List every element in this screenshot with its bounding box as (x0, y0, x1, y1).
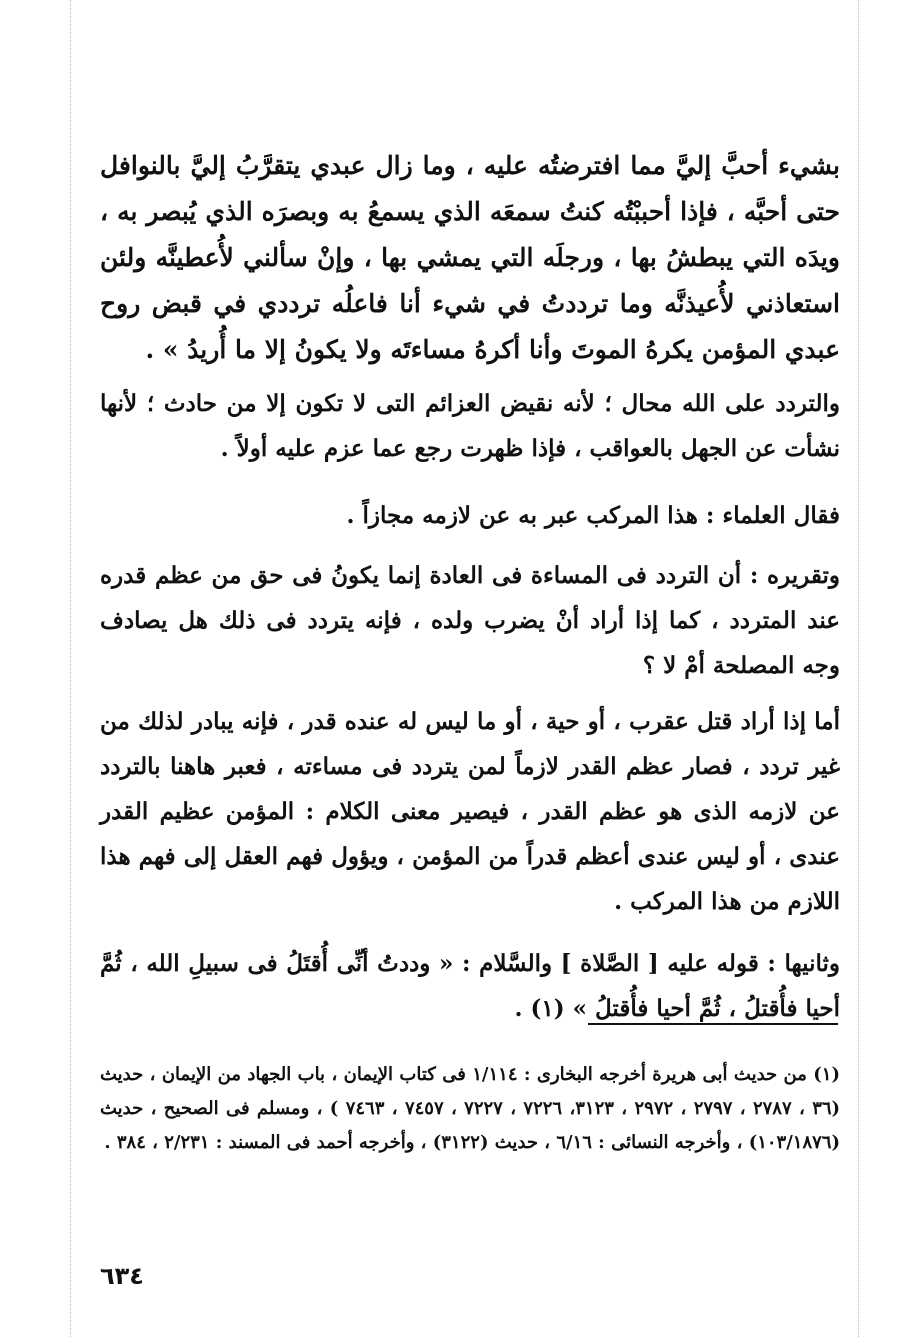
scan-edge-right (858, 0, 859, 1337)
paragraph-example: أما إذا أراد قتل عقرب ، أو حية ، أو ما ليس له عنده قدر ، فإنه يبادر لذلك من غير تردد ، فصار عظم القدر لازماً لمن يتردد فى مساءته ، فعبر هاهنا بالتردد عن لازمه الذى هو عظم القدر ، فيصير معنى الكلام : المؤمن عظيم القدر عندى ، أو ليس عندى أعظم قدراً من المؤمن ، ويؤول فهم العقل إلى فهم هذا اللازم من هذا المركب . (100, 708, 840, 915)
footnote-separator (588, 1023, 838, 1025)
scan-edge-left (70, 0, 71, 1337)
paragraph-explanation: وتقريره : أن التردد فى المساءة فى العادة إنما يكونُ فى حق من عظم قدره عند المتردد ، كما إذا أراد أنْ يضرب ولده ، فإنه يتردد فى ذلك هل يصادف وجه المصلحة أمْ لا ؟ (100, 562, 840, 679)
paragraph-second-hadith: وثانيها : قوله عليه [ الصَّلاة ] والسَّلام : « وددتُ أنِّى أُقتَلُ فى سبيلِ الله ، ثُمَّ أحيا فأُقتلُ ، ثُمَّ أحيا فأُقتلُ » (١) . (100, 950, 840, 1022)
paragraph-scholars: فقال العلماء : هذا المركب عبر به عن لازمه مجازاً . (346, 502, 840, 529)
footnote: (١) من حديث أبى هريرة أخرجه البخارى : ١/١١٤ فى كتاب الإيمان ، باب الجهاد من الإيمان ، حديث (٣٦ ، ٢٧٨٧ ، ٢٧٩٧ ، ٢٩٧٢ ، ٣١٢٣، ٧٢٢٦ ، ٧٢٢٧ ، ٧٤٥٧ ، ٧٤٦٣ ) ، ومسلم فى الصحيح ، حديث (١٠٣/١٨٧٦) ، وأخرجه النسائى : ٦/١٦ ، حديث (٣١٢٢) ، وأخرجه أحمد فى المسند : ٢/٢٣١ ، ٣٨٤ . (100, 1064, 841, 1153)
hadith-continuation: بشيء أحبَّ إليَّ مما افترضتُه عليه ، وما زال عبدي يتقرَّبُ إليَّ بالنوافل حتى أحبَّه ، فإذا أحببْتُه كنتُ سمعَه الذي يسمعُ به وبصرَه الذي يُبصر به ، ويدَه التي يبطشُ بها ، ورجلَه التي يمشي بها ، وإنْ سألني لأُعطينَّه ولئن استعاذني لأُعيذنَّه وما ترددتُ في شيء أنا فاعلُه ترددي في قبض روح عبدي المؤمن يكرهُ الموتَ وأنا أكرهُ مساءتَه ولا يكونُ إلا ما أُريدُ » . (100, 151, 840, 364)
paragraph-hesitation: والتردد على الله محال ؛ لأنه نقيض العزائم التى لا تكون إلا من حادث ؛ لأنها نشأت عن الجهل بالعواقب ، فإذا ظهرت رجع عما عزم عليه أولاً . (100, 390, 840, 462)
page-number: ٦٣٤ (100, 1262, 144, 1290)
